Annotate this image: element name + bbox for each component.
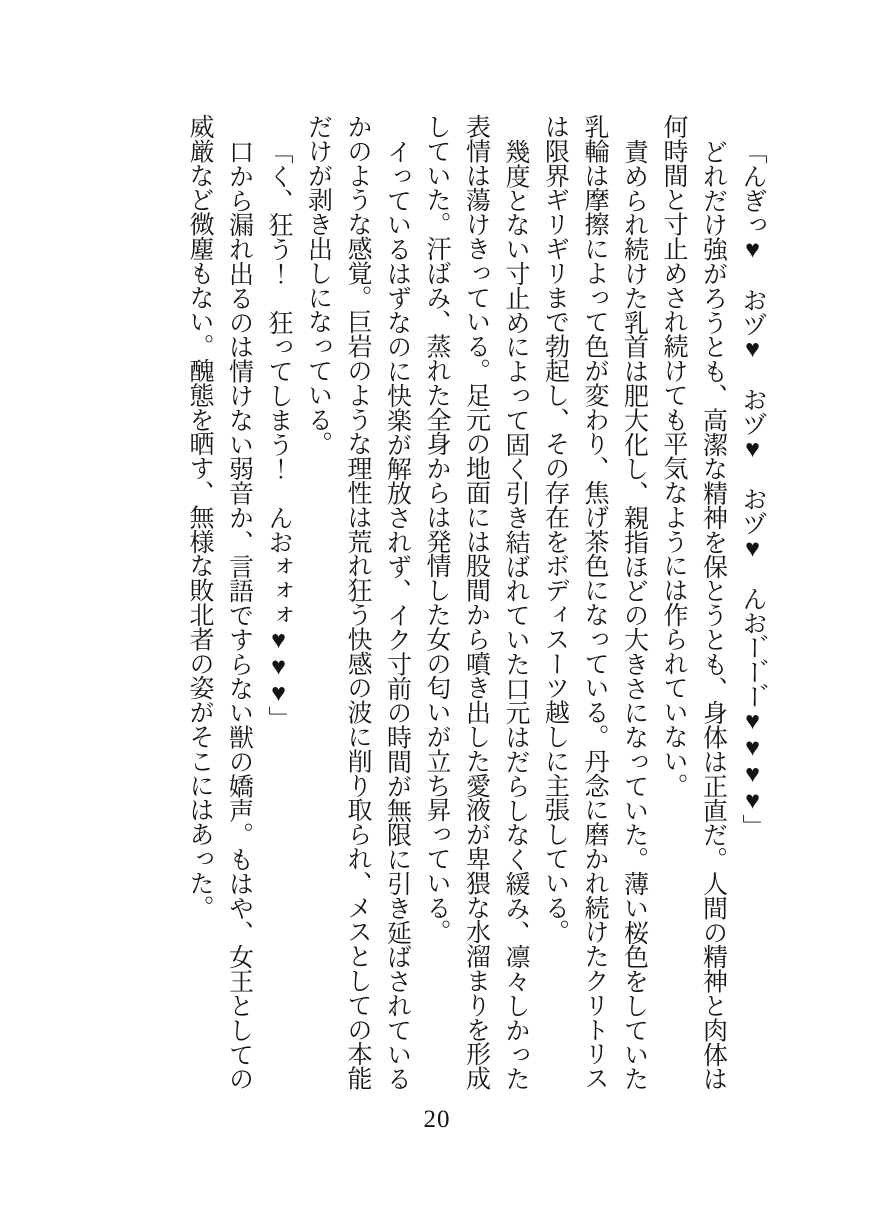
paragraph: 口から漏れ出るのは情けない弱音か、言語ですらない獣の嬌声。もはや、女王としての威厳など微塵もない。醜態を晒す、無様な敗北者の姿がそこにはあった。 <box>186 114 253 1091</box>
page-footer <box>0 1106 874 1134</box>
dialogue-line: 「んぎっ♥ おヅ♥ おヅ♥ おヅ♥ んおー゙ー゙ー゙♥♥♥♥」 <box>739 139 766 839</box>
paragraph: 責められ続けた乳首は肥大化し、親指ほどの大きさになっていた。薄い桜色をしていた乳輪は摩擦によって色が変わり、焦げ茶色になっている。丹念に磨かれ続けたクリトリスは限界ギリギリまで勃起し、その存在をボディスーツ越しに主張している。 <box>541 114 648 1091</box>
paragraph: 幾度とない寸止めによって固く引き結ばれていた口元はだらしなく緩み、凛々しかった表情は蕩けきっている。足元の地面には股間から噴き出した愛液が卑猥な水溜まりを形成していた。汗ばみ、蒸れた全身からは発情した女の匂いが立ち昇っている。 <box>423 114 529 1091</box>
dialogue-line: 「く、狂う！ 狂ってしまう！ んおォォォ♥♥♥」 <box>265 139 292 731</box>
page-number: 20 <box>423 1106 451 1133</box>
vertical-text-block <box>180 114 773 1104</box>
paragraph: イっているはずなのに快楽が解放されず、イク寸前の時間が無限に引き延ばされているかのような感覚。巨岩のような理性は荒れ狂う快感の波に削り取られ、メスとしての本能だけが剥き出しになっている。 <box>304 114 411 1091</box>
paragraph: どれだけ強がろうとも、高潔な精神を保とうとも、身体は正直だ。人間の精神と肉体は何時間と寸止めされ続けても平気なようには作られていない。 <box>660 114 727 1091</box>
